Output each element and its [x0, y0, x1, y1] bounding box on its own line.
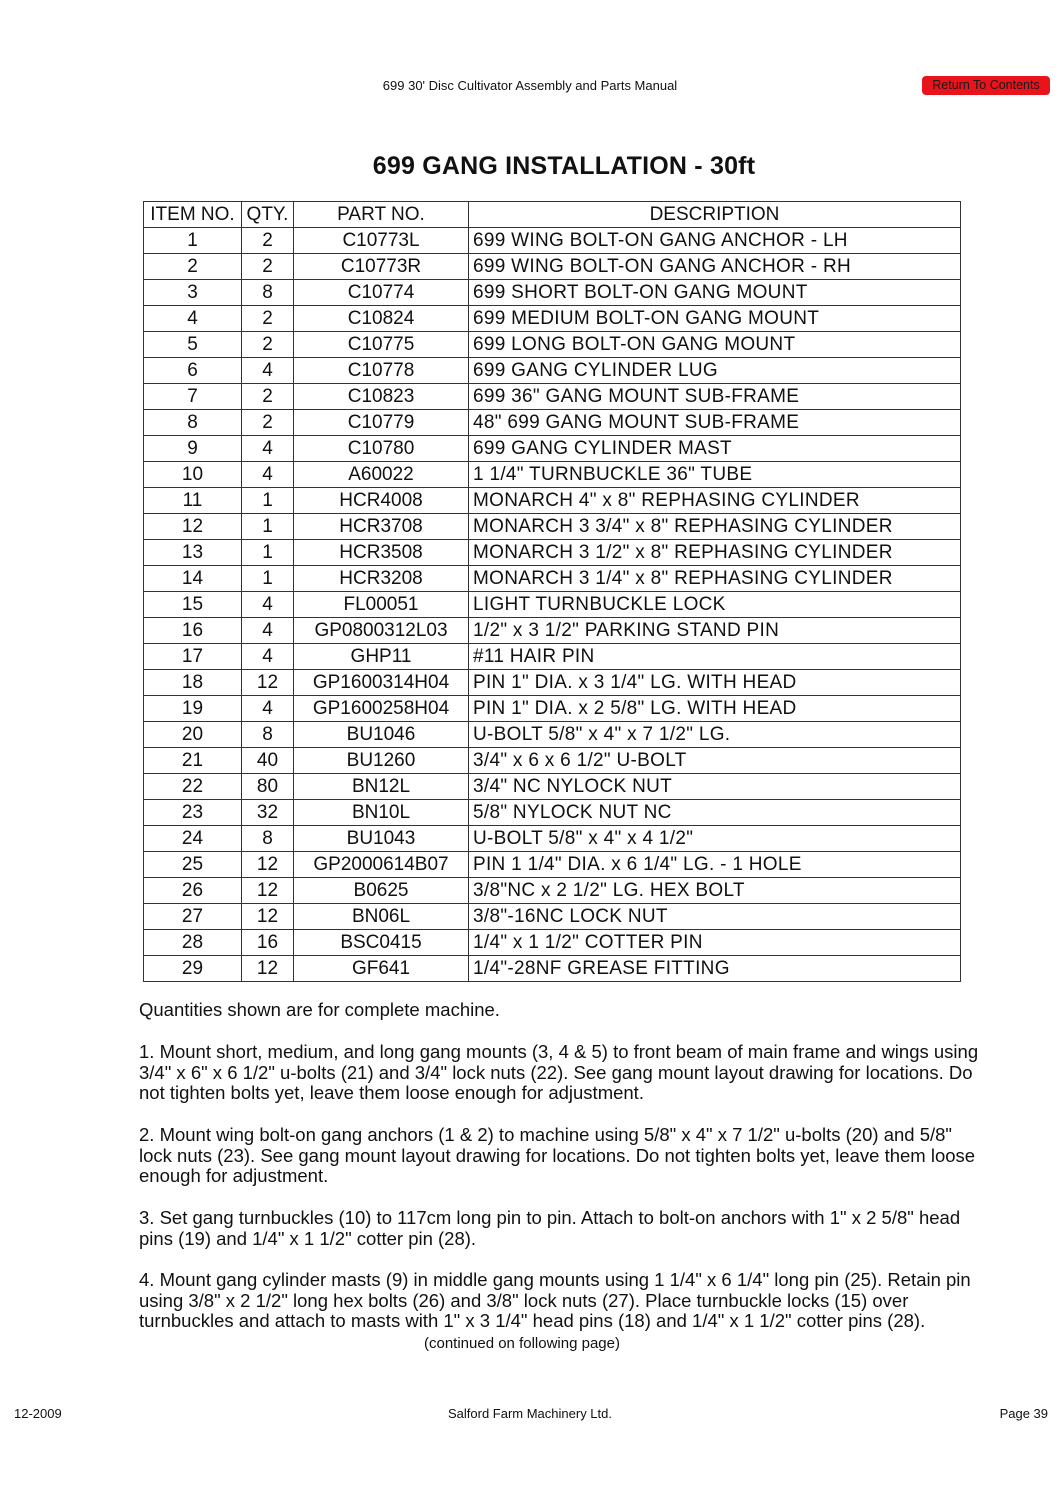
qty-cell: 4	[242, 644, 294, 670]
description-cell: 48" 699 GANG MOUNT SUB-FRAME	[469, 410, 961, 436]
table-row	[144, 930, 961, 956]
part-no-cell: C10780	[294, 436, 469, 462]
part-no-cell: HCR3708	[294, 514, 469, 540]
part-no-cell: C10779	[294, 410, 469, 436]
part-no-cell: BN12L	[294, 774, 469, 800]
part-no-cell: HCR3208	[294, 566, 469, 592]
description-cell: 1/4"-28NF GREASE FITTING	[469, 956, 961, 982]
item-no-cell: 29	[144, 956, 242, 982]
part-no-cell: B0625	[294, 878, 469, 904]
part-no-cell: BN10L	[294, 800, 469, 826]
part-no-cell: FL00051	[294, 592, 469, 618]
qty-cell: 4	[242, 436, 294, 462]
table-row	[144, 618, 961, 644]
description-cell: PIN 1" DIA. x 3 1/4" LG. WITH HEAD	[469, 670, 961, 696]
item-no-cell: 20	[144, 722, 242, 748]
part-no-cell: GP0800312L03	[294, 618, 469, 644]
return-to-contents-button[interactable]: Return To Contents	[922, 76, 1050, 95]
part-no-cell: GP1600258H04	[294, 696, 469, 722]
part-no-cell: A60022	[294, 462, 469, 488]
qty-cell: 2	[242, 332, 294, 358]
qty-cell: 80	[242, 774, 294, 800]
table-row	[144, 358, 961, 384]
column-header-description: DESCRIPTION	[469, 202, 961, 228]
part-no-cell: BU1046	[294, 722, 469, 748]
description-cell: #11 HAIR PIN	[469, 644, 961, 670]
part-no-cell: C10778	[294, 358, 469, 384]
part-no-cell: C10773R	[294, 254, 469, 280]
qty-cell: 12	[242, 852, 294, 878]
instruction-step-4-block	[139, 1270, 989, 1354]
table-row	[144, 644, 961, 670]
item-no-cell: 16	[144, 618, 242, 644]
part-no-cell: BSC0415	[294, 930, 469, 956]
item-no-cell: 17	[144, 644, 242, 670]
item-no-cell: 5	[144, 332, 242, 358]
table-row	[144, 332, 961, 358]
column-header-qty: QTY.	[242, 202, 294, 228]
table-row	[144, 462, 961, 488]
qty-cell: 2	[242, 384, 294, 410]
description-cell: 699 SHORT BOLT-ON GANG MOUNT	[469, 280, 961, 306]
description-cell: U-BOLT 5/8" x 4" x 4 1/2"	[469, 826, 961, 852]
parts-table	[143, 201, 961, 982]
item-no-cell: 19	[144, 696, 242, 722]
part-no-cell: GP2000614B07	[294, 852, 469, 878]
part-no-cell: C10824	[294, 306, 469, 332]
description-cell: 699 LONG BOLT-ON GANG MOUNT	[469, 332, 961, 358]
item-no-cell: 14	[144, 566, 242, 592]
description-cell: MONARCH 3 1/4" x 8" REPHASING CYLINDER	[469, 566, 961, 592]
qty-cell: 4	[242, 618, 294, 644]
page-title: 699 GANG INSTALLATION - 30ft	[372, 152, 756, 180]
qty-cell: 4	[242, 696, 294, 722]
qty-cell: 8	[242, 722, 294, 748]
column-header-item-no: ITEM NO.	[144, 202, 242, 228]
description-cell: 1/2" x 3 1/2" PARKING STAND PIN	[469, 618, 961, 644]
part-no-cell: BU1260	[294, 748, 469, 774]
description-cell: 699 36" GANG MOUNT SUB-FRAME	[469, 384, 961, 410]
table-row	[144, 956, 961, 982]
description-cell: 1 1/4" TURNBUCKLE 36" TUBE	[469, 462, 961, 488]
item-no-cell: 26	[144, 878, 242, 904]
item-no-cell: 12	[144, 514, 242, 540]
qty-cell: 12	[242, 878, 294, 904]
table-row	[144, 514, 961, 540]
part-no-cell: C10775	[294, 332, 469, 358]
table-header-row	[144, 202, 961, 228]
item-no-cell: 28	[144, 930, 242, 956]
qty-cell: 4	[242, 462, 294, 488]
item-no-cell: 13	[144, 540, 242, 566]
qty-cell: 40	[242, 748, 294, 774]
item-no-cell: 15	[144, 592, 242, 618]
table-row	[144, 488, 961, 514]
qty-cell: 1	[242, 566, 294, 592]
table-row	[144, 852, 961, 878]
description-cell: PIN 1 1/4" DIA. x 6 1/4" LG. - 1 HOLE	[469, 852, 961, 878]
table-row	[144, 748, 961, 774]
item-no-cell: 10	[144, 462, 242, 488]
part-no-cell: BU1043	[294, 826, 469, 852]
quantities-note: Quantities shown are for complete machine.	[139, 999, 500, 1020]
item-no-cell: 3	[144, 280, 242, 306]
instruction-step-4: 4. Mount gang cylinder masts (9) in middle gang mounts using 1 1/4" x 6 1/4" long pin (25). Retain pin using 3/8" x 2 1/2" long hex bolts (26) and 3/8" lock nuts (27). Place turnbuckle locks (15) over turnbuckles and attach to masts with 1" x 3 1/4" head pins (18) and 1/4" x 1 1/2" cotter pins (28).	[139, 1269, 971, 1331]
qty-cell: 2	[242, 410, 294, 436]
item-no-cell: 18	[144, 670, 242, 696]
table-row	[144, 592, 961, 618]
continued-note: (continued on following page)	[424, 1334, 620, 1352]
item-no-cell: 2	[144, 254, 242, 280]
description-cell: PIN 1" DIA. x 2 5/8" LG. WITH HEAD	[469, 696, 961, 722]
table-row	[144, 826, 961, 852]
item-no-cell: 21	[144, 748, 242, 774]
column-header-part-no: PART NO.	[294, 202, 469, 228]
table-row	[144, 670, 961, 696]
footer-company: Salford Farm Machinery Ltd.	[447, 1406, 612, 1421]
qty-cell: 2	[242, 228, 294, 254]
description-cell: MONARCH 3 1/2" x 8" REPHASING CYLINDER	[469, 540, 961, 566]
item-no-cell: 25	[144, 852, 242, 878]
manual-title: 699 30' Disc Cultivator Assembly and Parts Manual	[382, 78, 678, 93]
item-no-cell: 8	[144, 410, 242, 436]
footer-date: 12-2009	[14, 1406, 62, 1421]
qty-cell: 1	[242, 488, 294, 514]
part-no-cell: GF641	[294, 956, 469, 982]
table-row	[144, 410, 961, 436]
part-no-cell: BN06L	[294, 904, 469, 930]
item-no-cell: 7	[144, 384, 242, 410]
table-row	[144, 540, 961, 566]
table-row	[144, 384, 961, 410]
table-row	[144, 254, 961, 280]
description-cell: 3/4" x 6 x 6 1/2" U-BOLT	[469, 748, 961, 774]
item-no-cell: 27	[144, 904, 242, 930]
description-cell: 5/8" NYLOCK NUT NC	[469, 800, 961, 826]
description-cell: 699 GANG CYLINDER MAST	[469, 436, 961, 462]
table-row	[144, 228, 961, 254]
item-no-cell: 24	[144, 826, 242, 852]
qty-cell: 12	[242, 670, 294, 696]
qty-cell: 1	[242, 514, 294, 540]
qty-cell: 12	[242, 956, 294, 982]
item-no-cell: 4	[144, 306, 242, 332]
description-cell: 699 WING BOLT-ON GANG ANCHOR - RH	[469, 254, 961, 280]
part-no-cell: HCR4008	[294, 488, 469, 514]
item-no-cell: 23	[144, 800, 242, 826]
table-row	[144, 722, 961, 748]
footer-page-number: Page 39	[999, 1406, 1048, 1421]
qty-cell: 4	[242, 592, 294, 618]
table-row	[144, 436, 961, 462]
description-cell: 3/8"-16NC LOCK NUT	[469, 904, 961, 930]
description-cell: 699 WING BOLT-ON GANG ANCHOR - LH	[469, 228, 961, 254]
table-row	[144, 878, 961, 904]
table-row	[144, 306, 961, 332]
part-no-cell: C10774	[294, 280, 469, 306]
description-cell: 3/8"NC x 2 1/2" LG. HEX BOLT	[469, 878, 961, 904]
qty-cell: 8	[242, 826, 294, 852]
item-no-cell: 6	[144, 358, 242, 384]
description-cell: MONARCH 4" x 8" REPHASING CYLINDER	[469, 488, 961, 514]
table-row	[144, 774, 961, 800]
parts-table-body	[144, 228, 961, 982]
instruction-step-3: 3. Set gang turnbuckles (10) to 117cm long pin to pin. Attach to bolt-on anchors with 1" x 2 5/8" head pins (19) and 1/4" x 1 1/2" cotter pin (28).	[139, 1207, 961, 1249]
description-cell: 3/4" NC NYLOCK NUT	[469, 774, 961, 800]
description-cell: 699 GANG CYLINDER LUG	[469, 358, 961, 384]
instruction-step-1: 1. Mount short, medium, and long gang mounts (3, 4 & 5) to front beam of main frame and wings using 3/4" x 6" x 6 1/2" u-bolts (21) and 3/4" lock nuts (22). See gang mount layout drawing for locations. Do not tighten bolts yet, leave them loose enough for adjustment.	[139, 1041, 979, 1103]
table-row	[144, 696, 961, 722]
part-no-cell: GHP11	[294, 644, 469, 670]
table-row	[144, 904, 961, 930]
description-cell: MONARCH 3 3/4" x 8" REPHASING CYLINDER	[469, 514, 961, 540]
item-no-cell: 9	[144, 436, 242, 462]
part-no-cell: C10773L	[294, 228, 469, 254]
table-row	[144, 280, 961, 306]
part-no-cell: HCR3508	[294, 540, 469, 566]
item-no-cell: 22	[144, 774, 242, 800]
table-row	[144, 566, 961, 592]
qty-cell: 32	[242, 800, 294, 826]
instruction-step-2: 2. Mount wing bolt-on gang anchors (1 & 2) to machine using 5/8" x 4" x 7 1/2" u-bolts (20) and 5/8" lock nuts (23). See gang mount layout drawing for locations. Do not tighten bolts yet, leave them loose enough for adjustment.	[139, 1124, 976, 1186]
qty-cell: 1	[242, 540, 294, 566]
item-no-cell: 1	[144, 228, 242, 254]
description-cell: LIGHT TURNBUCKLE LOCK	[469, 592, 961, 618]
part-no-cell: C10823	[294, 384, 469, 410]
qty-cell: 12	[242, 904, 294, 930]
description-cell: 1/4" x 1 1/2" COTTER PIN	[469, 930, 961, 956]
part-no-cell: GP1600314H04	[294, 670, 469, 696]
qty-cell: 16	[242, 930, 294, 956]
qty-cell: 2	[242, 306, 294, 332]
description-cell: 699 MEDIUM BOLT-ON GANG MOUNT	[469, 306, 961, 332]
qty-cell: 4	[242, 358, 294, 384]
qty-cell: 2	[242, 254, 294, 280]
table-row	[144, 800, 961, 826]
description-cell: U-BOLT 5/8" x 4" x 7 1/2" LG.	[469, 722, 961, 748]
item-no-cell: 11	[144, 488, 242, 514]
qty-cell: 8	[242, 280, 294, 306]
